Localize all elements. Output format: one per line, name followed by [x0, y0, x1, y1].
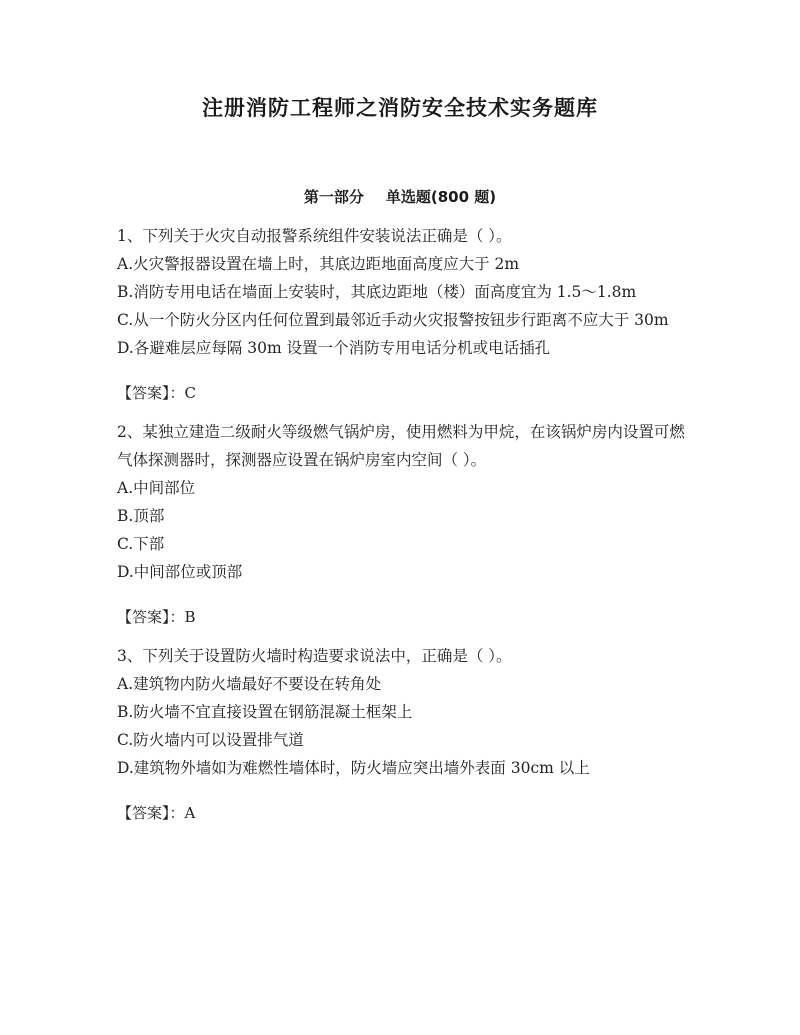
option-b: B.防火墙不宜直接设置在钢筋混凝土框架上: [117, 703, 413, 721]
answer-value: B: [184, 608, 196, 626]
answer-label: 【答案】：: [117, 384, 185, 402]
answer-line: [117, 603, 692, 631]
section-name: 单选题(800 题): [385, 188, 497, 206]
option-b: B.顶部: [117, 507, 165, 525]
option-a: A.建筑物内防火墙最好不要设在转角处: [117, 675, 382, 693]
option-d: D.建筑物外墙如为难燃性墙体时，防火墙应突出墙外表面 30cm 以上: [117, 759, 590, 777]
option-c: C.从一个防火分区内任何位置到最邻近手动火灾报警按钮步行距离不应大于 30m: [117, 311, 669, 329]
section-heading: [0, 186, 800, 207]
question-stem: 1、下列关于火灾自动报警系统组件安装说法正确是（ ）。: [117, 227, 512, 245]
question-item: [117, 642, 692, 827]
section-part: 第一部分: [303, 188, 364, 206]
question-stem: 2、某独立建造二级耐火等级燃气锅炉房，使用燃料为甲烷，在该锅炉房内设置可燃气体探测器时，探测器应设置在锅炉房室内空间（ ）。: [117, 423, 685, 469]
question-list: [117, 222, 692, 838]
answer-value: C: [184, 384, 196, 402]
answer-label: 【答案】：: [117, 804, 185, 822]
option-d: D.各避难层应每隔 30m 设置一个消防专用电话分机或电话插孔: [117, 339, 551, 357]
question-item: [117, 222, 692, 407]
option-d: D.中间部位或顶部: [117, 563, 243, 581]
document-title: 注册消防工程师之消防安全技术实务题库: [202, 96, 598, 120]
option-a: A.中间部位: [117, 479, 196, 497]
answer-value: A: [184, 804, 196, 822]
answer-line: [117, 799, 692, 827]
answer-line: [117, 379, 692, 407]
question-item: [117, 418, 692, 631]
question-stem: 3、下列关于设置防火墙时构造要求说法中，正确是（ ）。: [117, 647, 512, 665]
option-b: B.消防专用电话在墙面上安装时，其底边距地（楼）面高度宜为 1.5～1.8m: [117, 283, 637, 301]
answer-label: 【答案】：: [117, 608, 185, 626]
option-c: C.下部: [117, 535, 165, 553]
option-c: C.防火墙内可以设置排气道: [117, 731, 304, 749]
option-a: A.火灾警报器设置在墙上时，其底边距地面高度应大于 2m: [117, 255, 520, 273]
